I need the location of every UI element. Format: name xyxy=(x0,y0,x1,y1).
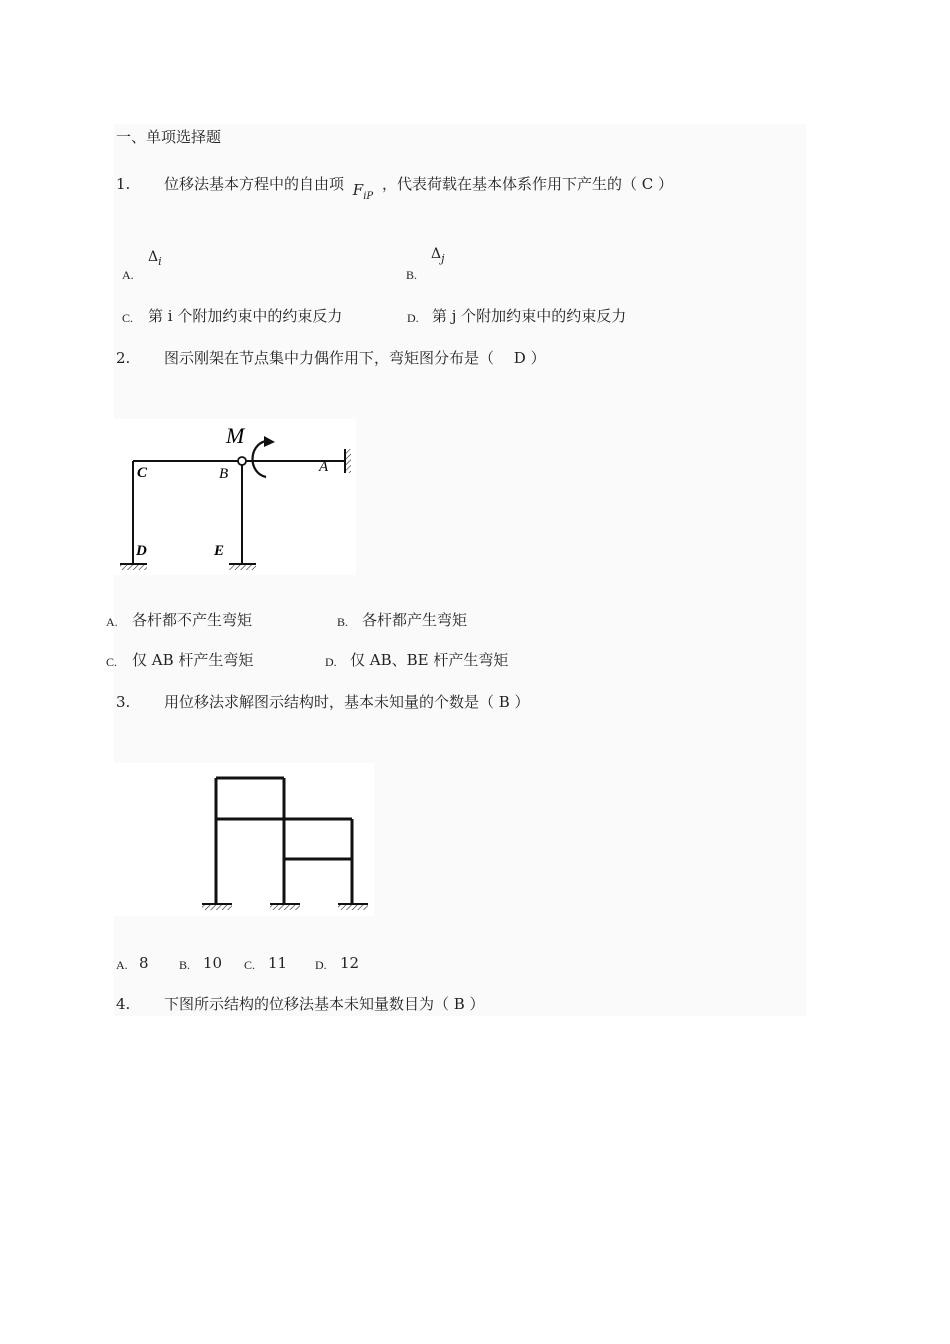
q1-option-b-symbol xyxy=(431,244,445,269)
q2-option-c-text: 仅 AB 杆产生弯矩 xyxy=(132,651,254,669)
q1-stem xyxy=(164,174,673,201)
label-b: B xyxy=(219,466,229,482)
delta-sub-i: i xyxy=(158,254,162,268)
delta-symbol: Δ xyxy=(431,246,442,262)
q2-frame-figure xyxy=(114,419,356,575)
q1-formula xyxy=(353,180,373,207)
q3-option-c-text: 11 xyxy=(268,954,288,972)
q1-option-c-label: C. xyxy=(122,311,134,325)
q4-number: 4. xyxy=(116,995,131,1013)
q3-option-a-label: A. xyxy=(116,958,128,972)
q2-frame-svg xyxy=(114,419,356,575)
q1-option-d-label: D. xyxy=(407,311,419,325)
q1-formula-base: F xyxy=(352,181,364,199)
q2-option-b-label: B. xyxy=(337,615,349,629)
q3-option-d-label: D. xyxy=(315,958,327,972)
q1-text-post: ，代表荷载在基本体系作用下产生的（ C ） xyxy=(381,175,673,193)
q3-option-d-text: 12 xyxy=(340,954,360,972)
label-e: E xyxy=(214,543,225,559)
q2-option-d-label: D. xyxy=(325,655,337,669)
q2-option-b-text: 各杆都产生弯矩 xyxy=(362,611,468,629)
q3-frame-svg xyxy=(114,763,374,916)
q1-formula-sub: iP xyxy=(363,191,374,202)
q1-option-a-symbol xyxy=(148,247,162,272)
q2-number: 2. xyxy=(116,349,131,367)
q3-option-b-text: 10 xyxy=(203,954,223,972)
label-a: A xyxy=(319,459,329,475)
label-m: M xyxy=(226,423,245,448)
section-title: 一、单项选择题 xyxy=(116,128,222,146)
q1-number: 1. xyxy=(116,175,131,193)
q1-option-c-text: 第 i 个附加约束中的约束反力 xyxy=(148,307,343,325)
q1-option-d-text: 第 j 个附加约束中的约束反力 xyxy=(432,307,627,325)
label-d: D xyxy=(136,543,147,559)
q3-frame-figure xyxy=(114,763,374,916)
q2-option-a-text: 各杆都不产生弯矩 xyxy=(132,611,253,629)
delta-symbol: Δ xyxy=(148,249,159,265)
q1-option-a-label: A. xyxy=(122,268,134,282)
q2-option-c-label: C. xyxy=(106,655,118,669)
q1-option-b-label: B. xyxy=(406,268,418,282)
label-c: C xyxy=(137,465,148,481)
q3-option-a-text: 8 xyxy=(139,954,149,972)
delta-sub-j: j xyxy=(441,251,445,265)
q2-text: 图示刚架在节点集中力偶作用下，弯矩图分布是（ D ） xyxy=(164,349,546,367)
q3-option-b-label: B. xyxy=(179,958,191,972)
q4-text: 下图所示结构的位移法基本未知量数目为（ B ） xyxy=(164,995,485,1013)
q1-text-pre: 位移法基本方程中的自由项 xyxy=(164,175,345,193)
q3-text: 用位移法求解图示结构时，基本未知量的个数是（ B ） xyxy=(164,693,530,711)
q2-option-d-text: 仅 AB、BE 杆产生弯矩 xyxy=(350,651,509,669)
q3-option-c-label: C. xyxy=(244,958,256,972)
q2-option-a-label: A. xyxy=(106,615,118,629)
q3-number: 3. xyxy=(116,693,131,711)
